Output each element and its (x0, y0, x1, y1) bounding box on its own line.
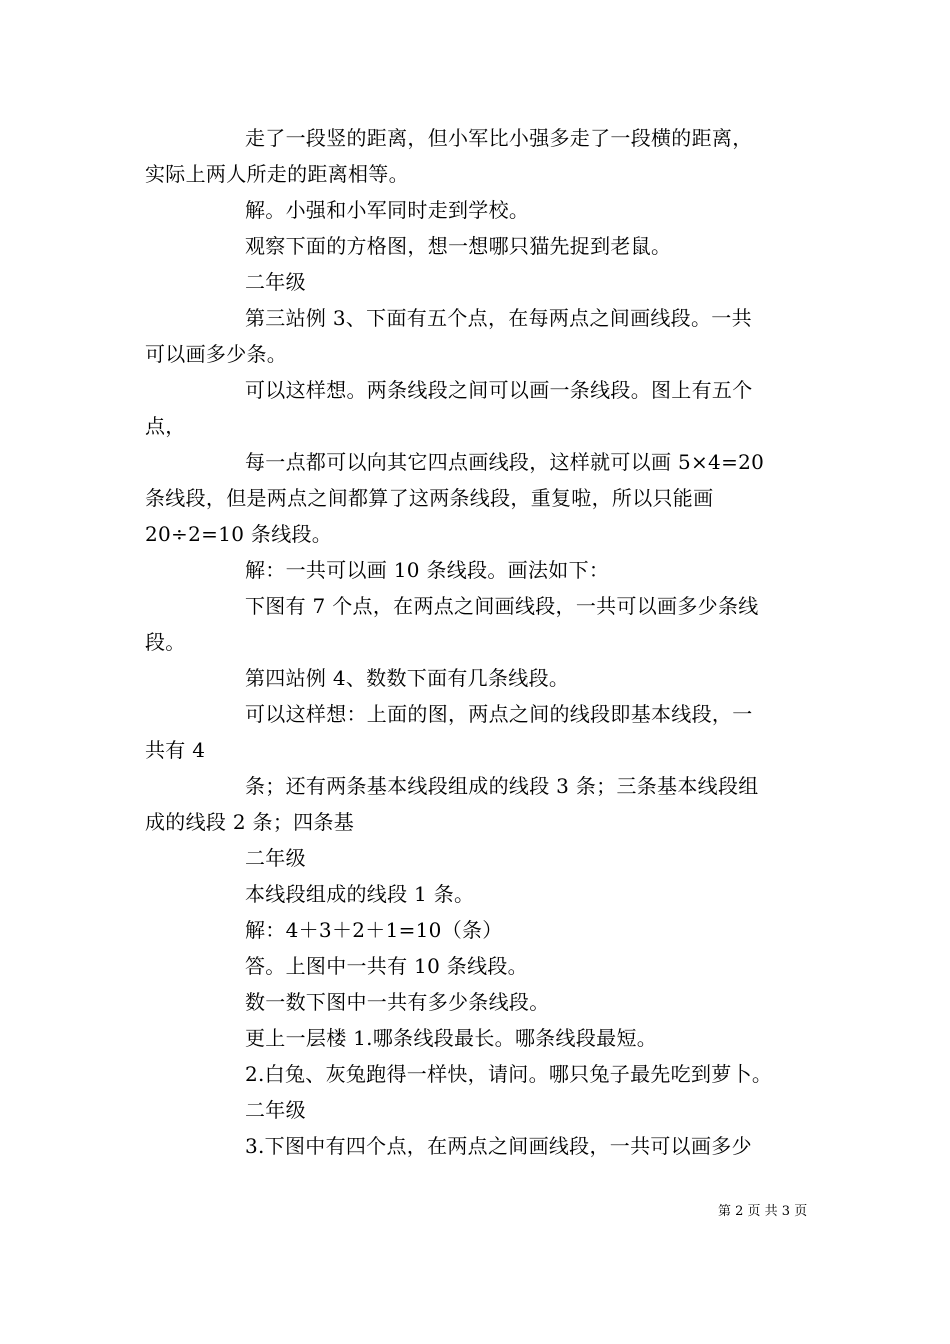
text-line: 可以这样想：上面的图，两点之间的线段即基本线段，一 (245, 702, 753, 726)
text-line: 本线段组成的线段 1 条。 (245, 882, 475, 906)
text-line: 更上一层楼 1.哪条线段最长。哪条线段最短。 (245, 1026, 658, 1050)
text-line: 第三站例 3、下面有五个点，在每两点之间画线段。一共 (245, 306, 752, 330)
text-line: 点， (145, 414, 186, 438)
text-line: 条线段，但是两点之间都算了这两条线段，重复啦，所以只能画 (145, 486, 714, 510)
text-line: 下图有 7 个点，在两点之间画线段，一共可以画多少条线 (245, 594, 759, 618)
page-number: 第 2 页 共 3 页 (718, 1204, 808, 1219)
text-line: 解。小强和小军同时走到学校。 (245, 198, 530, 222)
text-line: 答。上图中一共有 10 条线段。 (245, 954, 528, 978)
text-line: 共有 4 (145, 738, 206, 762)
text-line: 二年级 (245, 1098, 306, 1122)
text-line: 二年级 (245, 270, 306, 294)
text-line: 观察下面的方格图，想一想哪只猫先捉到老鼠。 (245, 234, 672, 258)
text-line: 解：一共可以画 10 条线段。画法如下： (245, 558, 610, 582)
text-line: 2.白兔、灰兔跑得一样快，请问。哪只兔子最先吃到萝卜。 (245, 1062, 773, 1086)
text-line: 每一点都可以向其它四点画线段，这样就可以画 5×4=20 (245, 450, 765, 474)
text-line: 条；还有两条基本线段组成的线段 3 条；三条基本线段组 (245, 774, 759, 798)
text-line: 可以这样想。两条线段之间可以画一条线段。图上有五个 (245, 378, 753, 402)
text-line: 第四站例 4、数数下面有几条线段。 (245, 666, 570, 690)
text-line: 二年级 (245, 846, 306, 870)
document-body (145, 120, 815, 1164)
text-line: 可以画多少条。 (145, 342, 288, 366)
text-line: 段。 (145, 630, 186, 654)
text-line: 20÷2=10 条线段。 (145, 522, 333, 546)
text-line: 成的线段 2 条；四条基 (145, 810, 355, 834)
text-line: 解：4＋3＋2＋1=10（条） (245, 918, 503, 942)
text-line: 走了一段竖的距离，但小军比小强多走了一段横的距离， (245, 126, 753, 150)
text-line: 数一数下图中一共有多少条线段。 (245, 990, 550, 1014)
text-line: 3.下图中有四个点，在两点之间画线段，一共可以画多少 (245, 1134, 752, 1158)
text-line: 实际上两人所走的距离相等。 (145, 162, 409, 186)
